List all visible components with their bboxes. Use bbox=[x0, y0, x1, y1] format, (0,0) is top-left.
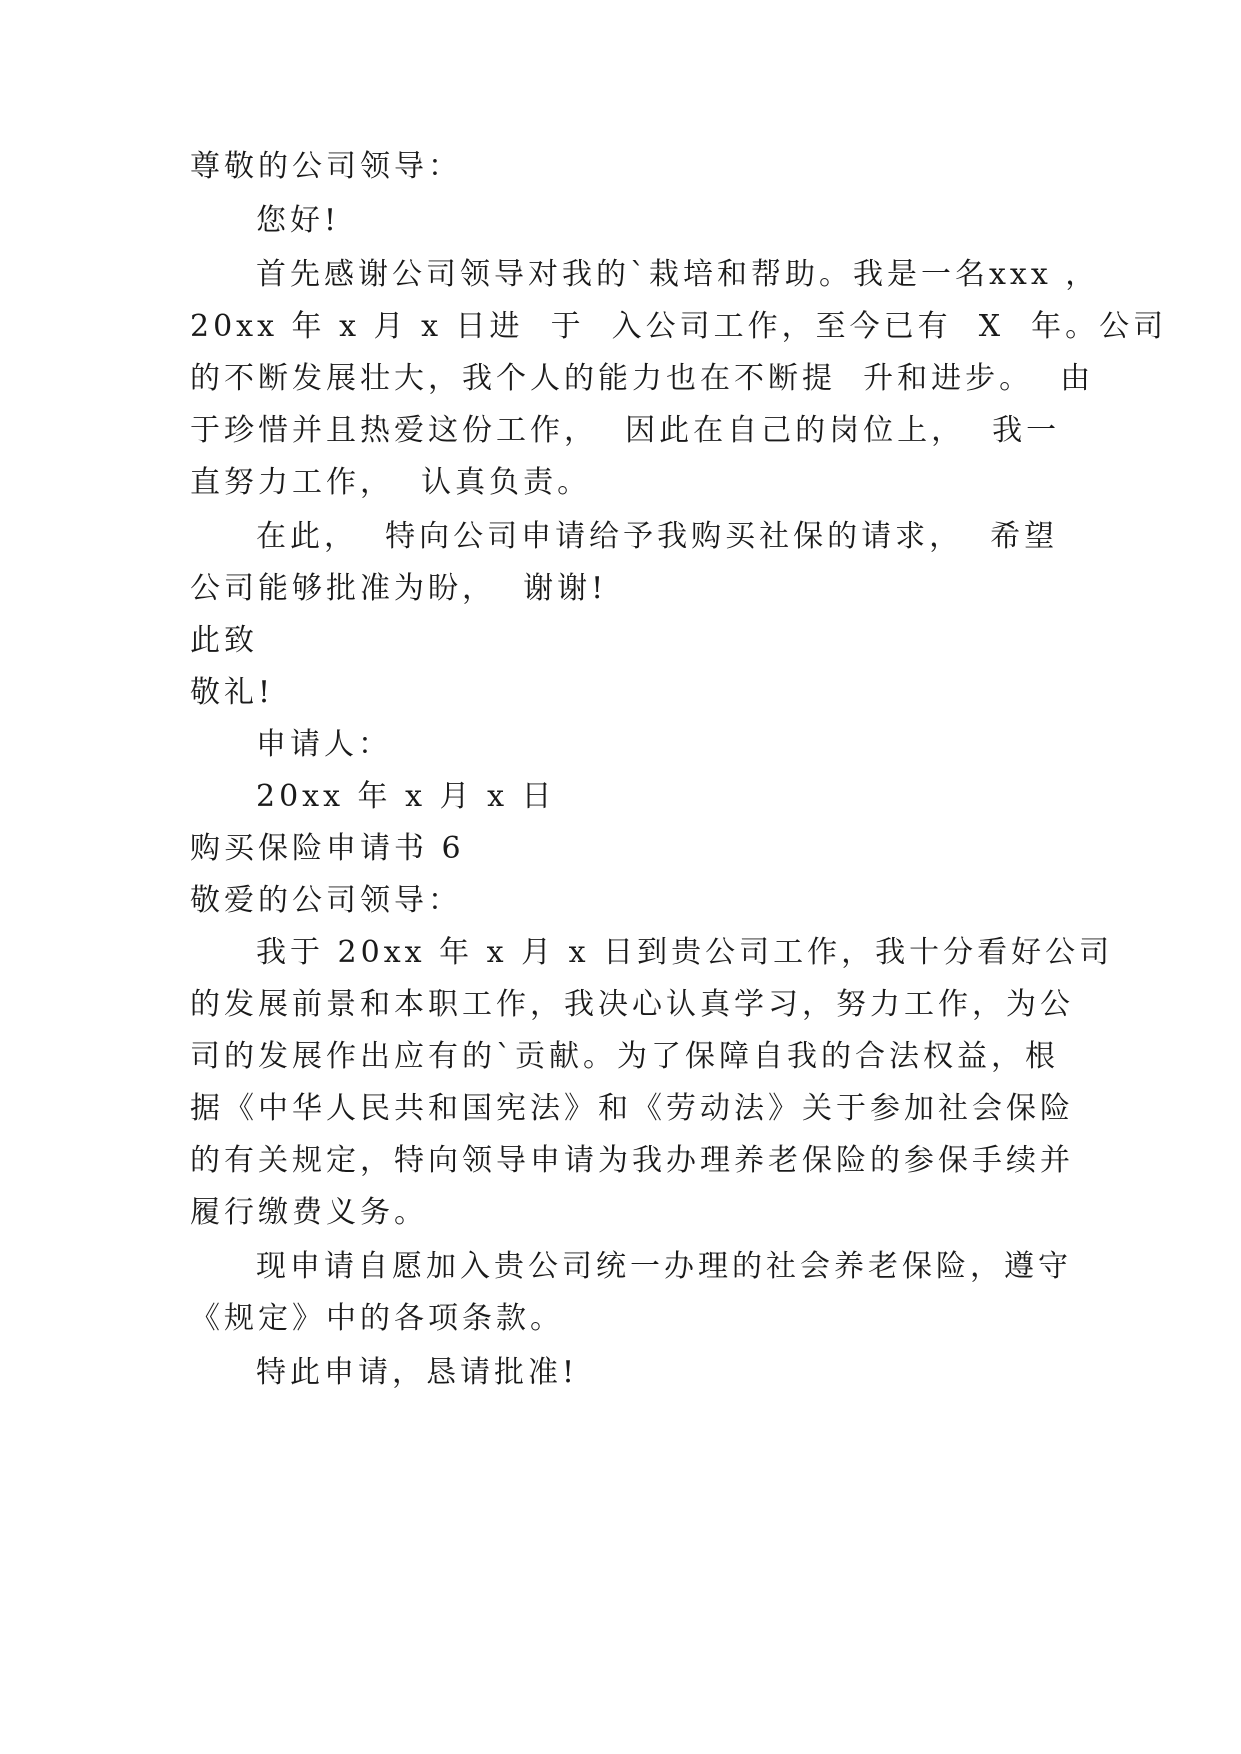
body-line: 首先感谢公司领导对我的`栽培和帮助。我是一名xxx ， bbox=[256, 257, 1100, 292]
body-line: 的不断发展壮大，我个人的能力也在不断提 升和进步。 由 bbox=[190, 361, 1095, 396]
body-line: 司的发展作出应有的`贡献。为了保障自我的合法权益，根 bbox=[190, 1039, 1059, 1074]
closing-line: 特此申请，恳请批准! bbox=[256, 1355, 579, 1390]
date: 20xx 年 x 月 x 日 bbox=[256, 779, 556, 814]
body-line: 的发展前景和本职工作，我决心认真学习，努力工作，为公 bbox=[190, 987, 1074, 1022]
body-line: 《规定》中的各项条款。 bbox=[190, 1301, 564, 1336]
salutation: 尊敬的公司领导： bbox=[190, 149, 462, 184]
body-line: 现申请自愿加入贵公司统一办理的社会养老保险，遵守 bbox=[256, 1249, 1072, 1284]
section-title: 购买保险申请书 6 bbox=[190, 831, 465, 866]
body-line: 于珍惜并且热爱这份工作， 因此在自己的岗位上， 我一 bbox=[190, 413, 1061, 448]
body-line: 的有关规定，特向领导申请为我办理养老保险的参保手续并 bbox=[190, 1143, 1074, 1178]
applicant-label: 申请人： bbox=[256, 727, 392, 762]
body-line: 履行缴费义务。 bbox=[190, 1195, 428, 1230]
body-line: 我于 20xx 年 x 月 x 日到贵公司工作，我十分看好公司 bbox=[256, 935, 1114, 970]
request-line: 在此， 特向公司申请给予我购买社保的请求， 希望 bbox=[256, 519, 1059, 554]
body-line: 据《中华人民共和国宪法》和《劳动法》关于参加社会保险 bbox=[190, 1091, 1074, 1126]
closing-line: 此致 bbox=[190, 623, 258, 658]
closing-line: 敬礼! bbox=[190, 675, 275, 710]
greeting: 您好! bbox=[256, 203, 341, 238]
salutation: 敬爱的公司领导： bbox=[190, 883, 462, 918]
body-line: 20xx 年 x 月 x 日进 于 入公司工作，至今已有 X 年。公司 bbox=[190, 309, 1168, 344]
body-line: 直努力工作， 认真负责。 bbox=[190, 465, 592, 500]
request-line: 公司能够批准为盼， 谢谢! bbox=[190, 571, 608, 606]
